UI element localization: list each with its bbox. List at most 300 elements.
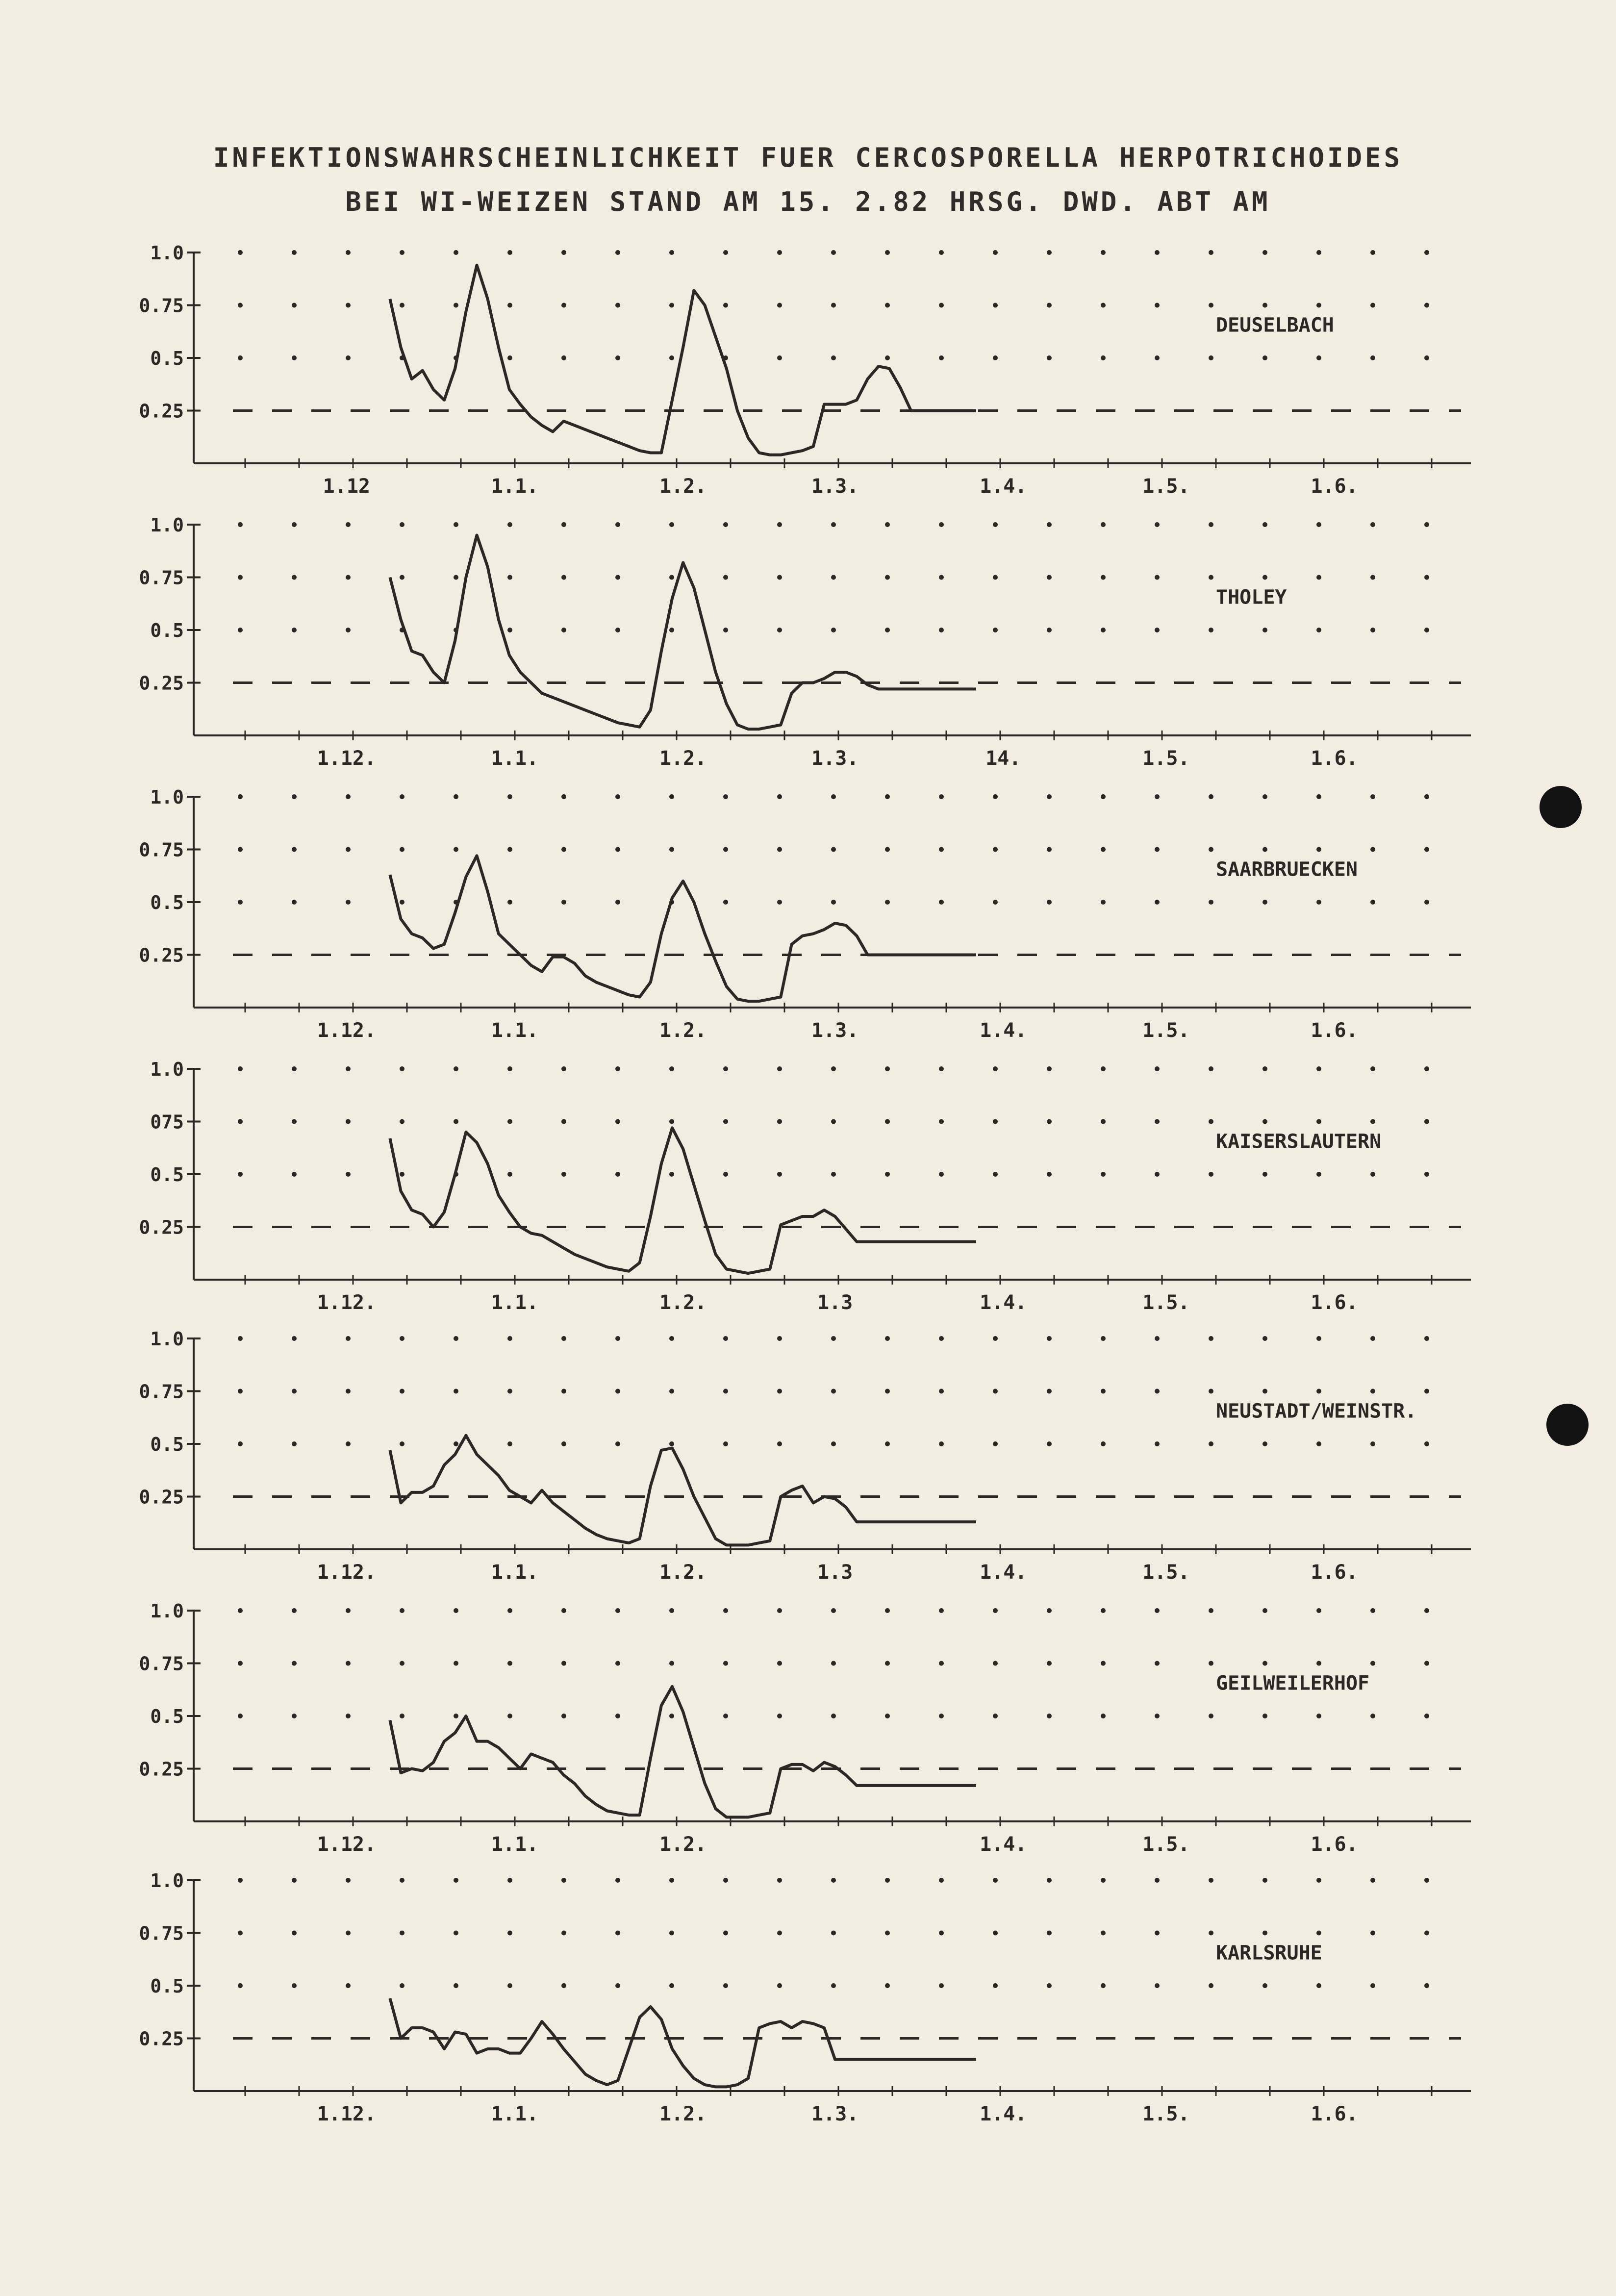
grid-dot bbox=[1370, 575, 1375, 580]
grid-dot bbox=[939, 1389, 944, 1394]
grid-dot bbox=[1316, 303, 1321, 308]
grid-dot bbox=[669, 1066, 674, 1071]
grid-dot bbox=[777, 1661, 782, 1666]
grid-dot bbox=[723, 1878, 728, 1883]
grid-dot bbox=[1424, 1983, 1429, 1988]
grid-dot bbox=[507, 1931, 512, 1936]
grid-dot bbox=[238, 628, 243, 632]
grid-dot bbox=[1316, 1983, 1321, 1988]
grid-dot bbox=[993, 250, 998, 255]
grid-dot bbox=[292, 355, 297, 360]
grid-dot bbox=[1101, 1983, 1106, 1988]
grid-dot bbox=[1370, 628, 1375, 632]
grid-dot bbox=[1047, 1441, 1052, 1446]
grid-dot bbox=[669, 1172, 674, 1177]
grid-dot bbox=[1370, 847, 1375, 852]
x-tick-label: 1.5. bbox=[1142, 747, 1190, 770]
station-label: KARLSRUHE bbox=[1216, 1942, 1322, 1965]
grid-dot bbox=[561, 1172, 566, 1177]
grid-dot bbox=[885, 1336, 890, 1341]
x-tick-label: 1.4. bbox=[980, 1833, 1027, 1856]
grid-dot bbox=[885, 1931, 890, 1936]
x-tick-label: 1.1. bbox=[491, 747, 539, 770]
grid-dot bbox=[993, 522, 998, 527]
grid-dot bbox=[885, 250, 890, 255]
grid-dot bbox=[1209, 1389, 1213, 1394]
grid-dot bbox=[1155, 1336, 1160, 1341]
grid-dot bbox=[292, 1608, 297, 1613]
grid-dot bbox=[669, 1661, 674, 1666]
y-tick-label: 0.75 bbox=[139, 1653, 184, 1675]
grid-dot bbox=[993, 1931, 998, 1936]
grid-dot bbox=[561, 1066, 566, 1071]
grid-dot bbox=[615, 1983, 620, 1988]
grid-dot bbox=[777, 847, 782, 852]
x-tick-label: 1.3. bbox=[811, 1019, 859, 1042]
grid-dot bbox=[885, 900, 890, 905]
grid-dot bbox=[1155, 1119, 1160, 1124]
grid-dot bbox=[939, 1714, 944, 1718]
grid-dot bbox=[1155, 1608, 1160, 1613]
x-tick-label: 1.4. bbox=[980, 1291, 1027, 1314]
grid-dot bbox=[831, 575, 836, 580]
grid-dot bbox=[939, 1066, 944, 1071]
grid-dot bbox=[292, 794, 297, 799]
grid-dot bbox=[1209, 303, 1213, 308]
y-tick-label: 0.75 bbox=[139, 1381, 184, 1403]
grid-dot bbox=[777, 628, 782, 632]
grid-dot bbox=[238, 794, 243, 799]
grid-dot bbox=[669, 1878, 674, 1883]
grid-dot bbox=[400, 575, 404, 580]
y-tick-label: 0.25 bbox=[139, 400, 184, 422]
grid-dot bbox=[615, 1119, 620, 1124]
y-tick-label: 0.75 bbox=[139, 1922, 184, 1944]
grid-dot bbox=[777, 1172, 782, 1177]
x-tick-label: 1.2. bbox=[659, 1291, 707, 1314]
grid-dot bbox=[1209, 1878, 1213, 1883]
grid-dot bbox=[507, 628, 512, 632]
grid-dot bbox=[1262, 1878, 1267, 1883]
grid-dot bbox=[939, 1983, 944, 1988]
grid-dot bbox=[561, 1389, 566, 1394]
chart-subtitle: BEI WI-WEIZEN STAND AM 15. 2.82 HRSG. DWD. ABT AM bbox=[345, 186, 1271, 217]
grid-dot bbox=[939, 847, 944, 852]
grid-dot bbox=[831, 355, 836, 360]
x-tick-label: 1.4. bbox=[980, 1019, 1027, 1042]
grid-dot bbox=[777, 1119, 782, 1124]
y-tick-label: 0.25 bbox=[139, 1216, 184, 1238]
grid-dot bbox=[1424, 303, 1429, 308]
grid-dot bbox=[1316, 1608, 1321, 1613]
grid-dot bbox=[831, 1119, 836, 1124]
grid-dot bbox=[723, 1172, 728, 1177]
grid-dot bbox=[1101, 522, 1106, 527]
grid-dot bbox=[507, 1441, 512, 1446]
grid-dot bbox=[669, 628, 674, 632]
grid-dot bbox=[346, 794, 351, 799]
grid-dot bbox=[454, 522, 458, 527]
grid-dot bbox=[292, 847, 297, 852]
grid-dot bbox=[993, 1878, 998, 1883]
grid-dot bbox=[507, 575, 512, 580]
x-tick-label: 1.6. bbox=[1311, 475, 1358, 498]
grid-dot bbox=[939, 1931, 944, 1936]
grid-dot bbox=[1047, 628, 1052, 632]
grid-dot bbox=[400, 1983, 404, 1988]
grid-dot bbox=[1047, 900, 1052, 905]
x-tick-label: 1.1. bbox=[491, 2103, 539, 2125]
grid-dot bbox=[777, 1931, 782, 1936]
grid-dot bbox=[831, 1441, 836, 1446]
grid-dot bbox=[1370, 303, 1375, 308]
grid-dot bbox=[669, 1441, 674, 1446]
grid-dot bbox=[1262, 1714, 1267, 1718]
grid-dot bbox=[454, 1608, 458, 1613]
grid-dot bbox=[615, 575, 620, 580]
grid-dot bbox=[238, 1931, 243, 1936]
grid-dot bbox=[993, 847, 998, 852]
grid-dot bbox=[1047, 1172, 1052, 1177]
x-tick-label: 1.12. bbox=[317, 1833, 377, 1856]
x-tick-label: 1.2. bbox=[659, 1561, 707, 1584]
grid-dot bbox=[777, 1066, 782, 1071]
grid-dot bbox=[723, 1441, 728, 1446]
grid-dot bbox=[831, 1336, 836, 1341]
grid-dot bbox=[615, 1336, 620, 1341]
grid-dot bbox=[400, 794, 404, 799]
grid-dot bbox=[292, 900, 297, 905]
grid-dot bbox=[346, 1119, 351, 1124]
grid-dot bbox=[615, 1389, 620, 1394]
y-tick-label: 0.75 bbox=[139, 839, 184, 861]
station-chart bbox=[139, 1870, 1471, 2125]
grid-dot bbox=[292, 303, 297, 308]
grid-dot bbox=[1262, 1931, 1267, 1936]
grid-dot bbox=[454, 1878, 458, 1883]
grid-dot bbox=[400, 1661, 404, 1666]
grid-dot bbox=[1209, 1983, 1213, 1988]
grid-dot bbox=[561, 1119, 566, 1124]
grid-dot bbox=[454, 1336, 458, 1341]
grid-dot bbox=[1262, 1066, 1267, 1071]
grid-dot bbox=[831, 628, 836, 632]
grid-dot bbox=[615, 303, 620, 308]
grid-dot bbox=[831, 1714, 836, 1718]
grid-dot bbox=[292, 1931, 297, 1936]
grid-dot bbox=[346, 1983, 351, 1988]
grid-dot bbox=[1209, 250, 1213, 255]
x-tick-label: 1.12. bbox=[317, 2103, 377, 2125]
grid-dot bbox=[1047, 1119, 1052, 1124]
grid-dot bbox=[1155, 1066, 1160, 1071]
grid-dot bbox=[1370, 794, 1375, 799]
grid-dot bbox=[885, 1441, 890, 1446]
grid-dot bbox=[346, 1661, 351, 1666]
grid-dot bbox=[1047, 1878, 1052, 1883]
grid-dot bbox=[561, 1608, 566, 1613]
grid-dot bbox=[1424, 522, 1429, 527]
grid-dot bbox=[885, 847, 890, 852]
grid-dot bbox=[993, 794, 998, 799]
grid-dot bbox=[777, 355, 782, 360]
y-tick-label: 0.5 bbox=[150, 620, 184, 641]
grid-dot bbox=[238, 355, 243, 360]
series-line bbox=[390, 1128, 976, 1273]
grid-dot bbox=[1424, 1119, 1429, 1124]
grid-dot bbox=[292, 1714, 297, 1718]
grid-dot bbox=[346, 575, 351, 580]
grid-dot bbox=[1047, 355, 1052, 360]
grid-dot bbox=[346, 1714, 351, 1718]
station-chart bbox=[139, 514, 1471, 770]
grid-dot bbox=[454, 1119, 458, 1124]
grid-dot bbox=[831, 1661, 836, 1666]
x-tick-label: 1.3. bbox=[811, 2103, 859, 2125]
grid-dot bbox=[885, 522, 890, 527]
grid-dot bbox=[723, 1389, 728, 1394]
grid-dot bbox=[993, 628, 998, 632]
grid-dot bbox=[454, 1441, 458, 1446]
grid-dot bbox=[454, 1389, 458, 1394]
grid-dot bbox=[561, 1878, 566, 1883]
grid-dot bbox=[993, 355, 998, 360]
x-tick-label: 1.1. bbox=[491, 1019, 539, 1042]
grid-dot bbox=[777, 1714, 782, 1718]
grid-dot bbox=[1424, 1661, 1429, 1666]
station-chart bbox=[139, 1059, 1471, 1314]
grid-dot bbox=[777, 1608, 782, 1613]
grid-dot bbox=[831, 1931, 836, 1936]
grid-dot bbox=[1101, 1878, 1106, 1883]
x-tick-label: 1.2. bbox=[659, 1833, 707, 1856]
grid-dot bbox=[1424, 1608, 1429, 1613]
grid-dot bbox=[561, 1983, 566, 1988]
y-tick-label: 0.25 bbox=[139, 2028, 184, 2050]
grid-dot bbox=[1155, 794, 1160, 799]
grid-dot bbox=[1101, 1441, 1106, 1446]
grid-dot bbox=[1209, 1931, 1213, 1936]
grid-dot bbox=[723, 1983, 728, 1988]
grid-dot bbox=[939, 250, 944, 255]
x-tick-label: 1.6. bbox=[1311, 1291, 1358, 1314]
y-tick-label: 0.5 bbox=[150, 1706, 184, 1727]
grid-dot bbox=[885, 1066, 890, 1071]
grid-dot bbox=[1370, 1931, 1375, 1936]
grid-dot bbox=[1262, 355, 1267, 360]
grid-dot bbox=[885, 1661, 890, 1666]
x-tick-label: 1.12. bbox=[317, 1019, 377, 1042]
grid-dot bbox=[1209, 794, 1213, 799]
y-tick-label: 0.75 bbox=[139, 567, 184, 589]
y-tick-label: 1.0 bbox=[150, 786, 184, 808]
grid-dot bbox=[615, 1714, 620, 1718]
grid-dot bbox=[615, 628, 620, 632]
grid-dot bbox=[1424, 1172, 1429, 1177]
grid-dot bbox=[831, 250, 836, 255]
grid-dot bbox=[1101, 1066, 1106, 1071]
grid-dot bbox=[993, 1066, 998, 1071]
grid-dot bbox=[993, 303, 998, 308]
grid-dot bbox=[346, 847, 351, 852]
grid-dot bbox=[1101, 1608, 1106, 1613]
grid-dot bbox=[292, 1336, 297, 1341]
grid-dot bbox=[831, 1066, 836, 1071]
grid-dot bbox=[885, 1983, 890, 1988]
grid-dot bbox=[885, 1119, 890, 1124]
grid-dot bbox=[777, 575, 782, 580]
x-tick-label: 1.4. bbox=[980, 475, 1027, 498]
grid-dot bbox=[723, 1336, 728, 1341]
grid-dot bbox=[1101, 900, 1106, 905]
grid-dot bbox=[1316, 628, 1321, 632]
grid-dot bbox=[1262, 847, 1267, 852]
grid-dot bbox=[1424, 1066, 1429, 1071]
grid-dot bbox=[1262, 250, 1267, 255]
grid-dot bbox=[238, 1336, 243, 1341]
y-tick-label: 0.25 bbox=[139, 1758, 184, 1780]
grid-dot bbox=[1155, 250, 1160, 255]
grid-dot bbox=[831, 794, 836, 799]
grid-dot bbox=[1047, 1066, 1052, 1071]
grid-dot bbox=[993, 1983, 998, 1988]
x-tick-label: 1.2. bbox=[659, 747, 707, 770]
x-tick-label: 1.3 bbox=[817, 1291, 853, 1314]
station-chart bbox=[139, 1600, 1471, 1856]
grid-dot bbox=[615, 1066, 620, 1071]
grid-dot bbox=[1424, 628, 1429, 632]
grid-dot bbox=[1047, 847, 1052, 852]
x-tick-label: 1.5. bbox=[1142, 475, 1190, 498]
grid-dot bbox=[507, 847, 512, 852]
chart-title: INFEKTIONSWAHRSCHEINLICHKEIT FUER CERCOSPORELLA HERPOTRICHOIDES bbox=[213, 142, 1403, 173]
grid-dot bbox=[885, 1172, 890, 1177]
grid-dot bbox=[561, 628, 566, 632]
grid-dot bbox=[400, 250, 404, 255]
grid-dot bbox=[1101, 575, 1106, 580]
station-label: SAARBRUECKEN bbox=[1216, 858, 1358, 881]
grid-dot bbox=[507, 1661, 512, 1666]
grid-dot bbox=[1262, 1119, 1267, 1124]
grid-dot bbox=[507, 1119, 512, 1124]
grid-dot bbox=[346, 1389, 351, 1394]
grid-dot bbox=[346, 250, 351, 255]
grid-dot bbox=[507, 794, 512, 799]
grid-dot bbox=[615, 1931, 620, 1936]
grid-dot bbox=[1370, 1441, 1375, 1446]
grid-dot bbox=[507, 900, 512, 905]
grid-dot bbox=[507, 250, 512, 255]
grid-dot bbox=[346, 522, 351, 527]
grid-dot bbox=[507, 1172, 512, 1177]
grid-dot bbox=[1262, 1983, 1267, 1988]
grid-dot bbox=[1047, 794, 1052, 799]
series-line bbox=[390, 856, 976, 1001]
grid-dot bbox=[1262, 900, 1267, 905]
grid-dot bbox=[1101, 250, 1106, 255]
grid-dot bbox=[400, 1172, 404, 1177]
grid-dot bbox=[1262, 522, 1267, 527]
grid-dot bbox=[1370, 1608, 1375, 1613]
grid-dot bbox=[507, 303, 512, 308]
grid-dot bbox=[1155, 575, 1160, 580]
y-tick-label: 1.0 bbox=[150, 242, 184, 264]
grid-dot bbox=[292, 1389, 297, 1394]
grid-dot bbox=[561, 900, 566, 905]
grid-dot bbox=[615, 900, 620, 905]
grid-dot bbox=[1047, 575, 1052, 580]
grid-dot bbox=[1316, 1336, 1321, 1341]
grid-dot bbox=[238, 1608, 243, 1613]
grid-dot bbox=[561, 575, 566, 580]
x-tick-label: 1.1. bbox=[491, 475, 539, 498]
grid-dot bbox=[561, 1441, 566, 1446]
station-label: KAISERSLAUTERN bbox=[1216, 1130, 1382, 1153]
y-tick-label: 1.0 bbox=[150, 1600, 184, 1622]
y-tick-label: 075 bbox=[150, 1111, 184, 1133]
grid-dot bbox=[615, 847, 620, 852]
grid-dot bbox=[292, 628, 297, 632]
grid-dot bbox=[939, 303, 944, 308]
grid-dot bbox=[1262, 1389, 1267, 1394]
station-chart bbox=[139, 242, 1471, 498]
grid-dot bbox=[238, 1661, 243, 1666]
grid-dot bbox=[1155, 1714, 1160, 1718]
grid-dot bbox=[669, 1336, 674, 1341]
grid-dot bbox=[292, 575, 297, 580]
grid-dot bbox=[454, 1983, 458, 1988]
x-tick-label: 1.5. bbox=[1142, 1833, 1190, 1856]
grid-dot bbox=[507, 1878, 512, 1883]
grid-dot bbox=[939, 794, 944, 799]
grid-dot bbox=[1155, 1661, 1160, 1666]
grid-dot bbox=[777, 794, 782, 799]
series-line bbox=[390, 1687, 976, 1817]
grid-dot bbox=[400, 1878, 404, 1883]
grid-dot bbox=[1424, 250, 1429, 255]
grid-dot bbox=[1424, 1441, 1429, 1446]
grid-dot bbox=[939, 355, 944, 360]
grid-dot bbox=[615, 355, 620, 360]
station-label: GEILWEILERHOF bbox=[1216, 1672, 1370, 1695]
grid-dot bbox=[1047, 522, 1052, 527]
grid-dot bbox=[400, 1441, 404, 1446]
x-tick-label: 1.6. bbox=[1311, 1833, 1358, 1856]
grid-dot bbox=[723, 1661, 728, 1666]
grid-dot bbox=[1155, 847, 1160, 852]
x-tick-label: 1.4. bbox=[980, 2103, 1027, 2125]
grid-dot bbox=[1370, 1661, 1375, 1666]
grid-dot bbox=[669, 1983, 674, 1988]
grid-dot bbox=[1370, 1389, 1375, 1394]
grid-dot bbox=[507, 1066, 512, 1071]
x-tick-label: 1.5. bbox=[1142, 1291, 1190, 1314]
grid-dot bbox=[1209, 1119, 1213, 1124]
grid-dot bbox=[669, 303, 674, 308]
grid-dot bbox=[993, 1172, 998, 1177]
grid-dot bbox=[1316, 1441, 1321, 1446]
grid-dot bbox=[1316, 1661, 1321, 1666]
grid-dot bbox=[292, 1119, 297, 1124]
grid-dot bbox=[1047, 1336, 1052, 1341]
grid-dot bbox=[993, 1714, 998, 1718]
grid-dot bbox=[993, 1661, 998, 1666]
grid-dot bbox=[507, 522, 512, 527]
grid-dot bbox=[1155, 1983, 1160, 1988]
grid-dot bbox=[454, 575, 458, 580]
grid-dot bbox=[993, 900, 998, 905]
grid-dot bbox=[238, 1714, 243, 1718]
